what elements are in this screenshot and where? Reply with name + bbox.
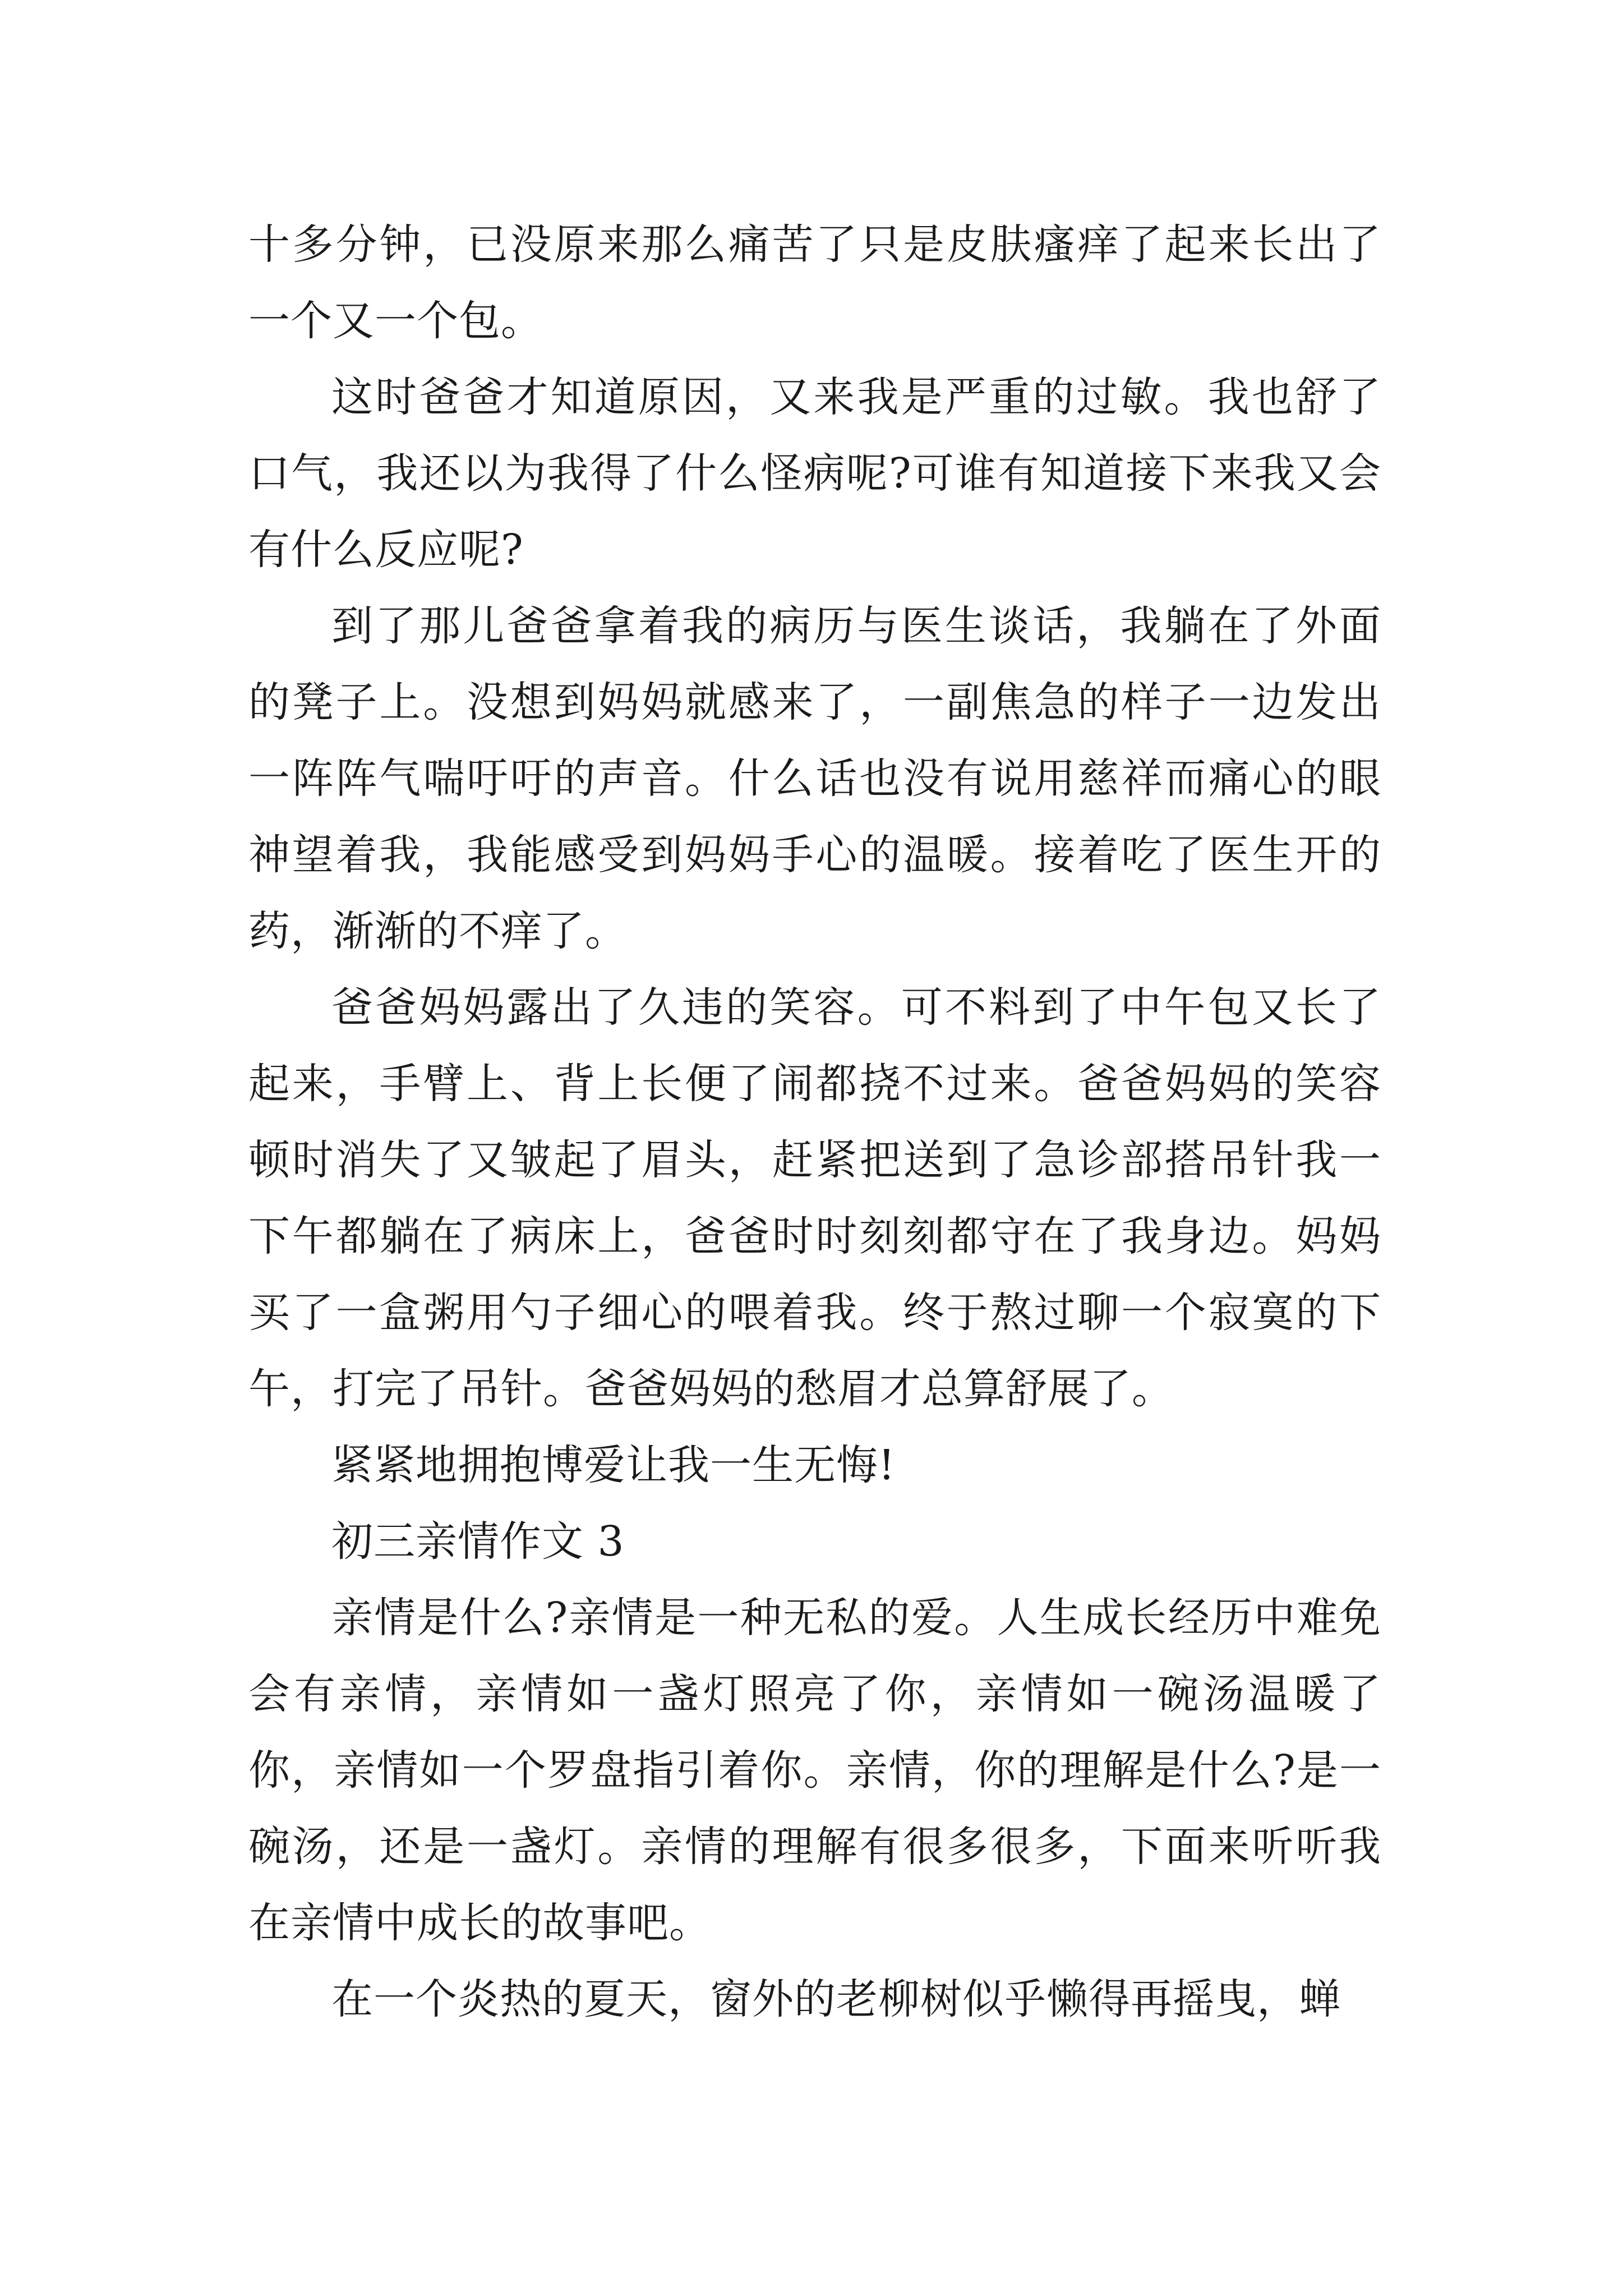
section-heading: 初三亲情作文 3 <box>331 1517 625 1566</box>
paragraph-7: 亲情是什么?亲情是一种无私的爱。人生成长经历中难免会有亲情，亲情如一盏灯照亮了你，亲情如一碗汤温暖了你，亲情如一个罗盘指引着你。亲情，你的理解是什么?是一碗汤，还是一盏灯。亲情的理解有很多很多，下面来听听我在亲情中成长的故事吧。 <box>248 1594 1381 1947</box>
paragraph-8: 在一个炎热的夏天，窗外的老柳树似乎懒得再摇曳，蝉 <box>331 1975 1341 2023</box>
paragraph-1: 十多分钟，已没原来那么痛苦了只是皮肤瘙痒了起来长出了一个又一个包。 <box>248 220 1381 345</box>
paragraph-4: 爸爸妈妈露出了久违的笑容。可不料到了中午包又长了起来，手臂上、背上长便了闹都挠不过来。爸爸妈妈的笑容顿时消失了又皱起了眉头，赶紧把送到了急诊部搭吊针我一下午都躺在了病床上，爸爸时时刻刻都守在了我身边。妈妈买了一盒粥用勺子细心的喂着我。终于熬过聊一个寂寞的下午，打完了吊针。爸爸妈妈的愁眉才总算舒展了。 <box>248 983 1381 1413</box>
paragraph-5: 紧紧地拥抱博爱让我一生无悔! <box>331 1441 896 1489</box>
document-body <box>248 206 1381 2037</box>
paragraph-2: 这时爸爸才知道原因，又来我是严重的过敏。我也舒了口气，我还以为我得了什么怪病呢?可谁有知道接下来我又会有什么反应呢? <box>248 373 1381 574</box>
paragraph-3: 到了那儿爸爸拿着我的病历与医生谈话，我躺在了外面的凳子上。没想到妈妈就感来了，一副焦急的样子一边发出一阵阵气喘吁吁的声音。什么话也没有说用慈祥而痛心的眼神望着我，我能感受到妈妈手心的温暖。接着吃了医生开的药，渐渐的不痒了。 <box>248 602 1381 955</box>
